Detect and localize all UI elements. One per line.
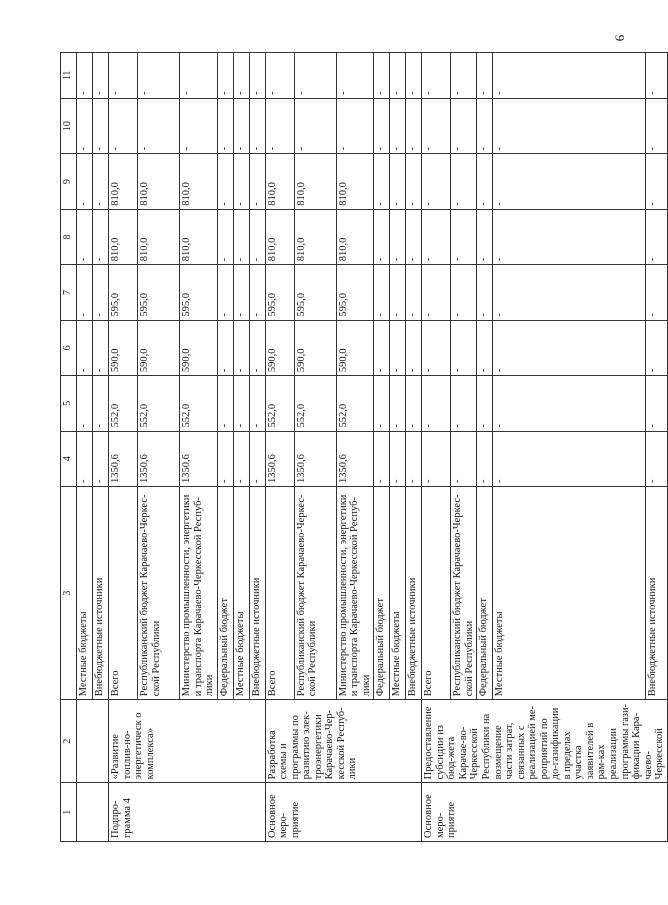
value-cell: 552,0 — [109, 376, 138, 431]
value-cell: - — [422, 431, 451, 486]
value-cell: - — [406, 209, 422, 264]
table-row — [77, 53, 93, 842]
level-cell: Основное меро-приятие — [265, 783, 422, 842]
value-cell: - — [77, 265, 93, 320]
value-cell: - — [477, 53, 493, 99]
value-cell: - — [265, 98, 294, 153]
page-number: 9 — [611, 34, 627, 42]
header-cell: 5 — [61, 376, 77, 431]
source-cell: Местные бюджеты — [390, 486, 406, 699]
value-cell: - — [233, 53, 249, 99]
value-cell: - — [646, 98, 667, 153]
value-cell: - — [93, 154, 109, 209]
source-cell: Внебюджетные источники — [406, 486, 422, 699]
value-cell: - — [374, 376, 390, 431]
value-cell: - — [109, 98, 138, 153]
table-row — [109, 53, 138, 842]
source-cell: Местные бюджеты — [233, 486, 249, 699]
value-cell: - — [451, 265, 477, 320]
value-cell: - — [374, 431, 390, 486]
source-cell: Федеральный бюджет — [374, 486, 390, 699]
value-cell: - — [406, 265, 422, 320]
value-cell: 595,0 — [109, 265, 138, 320]
header-cell: 6 — [61, 320, 77, 375]
value-cell: 810,0 — [336, 209, 374, 264]
value-cell: - — [374, 265, 390, 320]
value-cell: - — [451, 53, 477, 99]
value-cell: - — [493, 320, 646, 375]
value-cell: - — [233, 154, 249, 209]
value-cell: 810,0 — [265, 154, 294, 209]
value-cell: - — [390, 265, 406, 320]
value-cell: 595,0 — [294, 265, 336, 320]
value-cell: - — [646, 431, 667, 486]
value-cell: - — [422, 376, 451, 431]
value-cell: 810,0 — [138, 154, 180, 209]
value-cell: - — [477, 265, 493, 320]
value-cell: - — [249, 209, 265, 264]
value-cell: - — [93, 376, 109, 431]
value-cell: - — [493, 154, 646, 209]
value-cell: - — [294, 98, 336, 153]
value-cell: - — [451, 376, 477, 431]
name-cell — [77, 700, 109, 783]
source-cell: Министерство промышленности, энергетики и транспорта Карачаево-Черкесской Респуб-лики — [336, 486, 374, 699]
value-cell: - — [477, 98, 493, 153]
value-cell: - — [406, 376, 422, 431]
value-cell: 810,0 — [180, 154, 218, 209]
value-cell: - — [180, 98, 218, 153]
value-cell: 552,0 — [265, 376, 294, 431]
value-cell: - — [374, 154, 390, 209]
value-cell: - — [180, 53, 218, 99]
source-cell: Внебюджетные источники — [646, 486, 667, 699]
value-cell: - — [336, 53, 374, 99]
value-cell: - — [451, 209, 477, 264]
value-cell: - — [217, 320, 233, 375]
value-cell: 1350,6 — [109, 431, 138, 486]
value-cell: - — [217, 53, 233, 99]
value-cell: - — [406, 154, 422, 209]
source-cell: Федеральный бюджет — [477, 486, 493, 699]
value-cell: 810,0 — [138, 209, 180, 264]
value-cell: - — [77, 320, 93, 375]
header-cell: 2 — [61, 700, 77, 783]
value-cell: - — [374, 320, 390, 375]
value-cell: - — [93, 53, 109, 99]
value-cell: 552,0 — [138, 376, 180, 431]
source-cell: Всего — [109, 486, 138, 699]
value-cell: 590,0 — [336, 320, 374, 375]
value-cell: - — [477, 209, 493, 264]
value-cell: 1350,6 — [336, 431, 374, 486]
header-cell: 7 — [61, 265, 77, 320]
value-cell: - — [646, 265, 667, 320]
source-cell: Всего — [265, 486, 294, 699]
value-cell: - — [249, 431, 265, 486]
value-cell: - — [233, 209, 249, 264]
value-cell: 810,0 — [180, 209, 218, 264]
value-cell: - — [451, 431, 477, 486]
value-cell: - — [249, 265, 265, 320]
value-cell: 595,0 — [138, 265, 180, 320]
header-cell: 3 — [61, 486, 77, 699]
value-cell: - — [233, 98, 249, 153]
value-cell: - — [390, 209, 406, 264]
source-cell: Министерство промышленности, энергетики и транспорта Карачаево-Черкесской Респуб-лики — [180, 486, 218, 699]
value-cell: - — [249, 53, 265, 99]
value-cell: - — [336, 98, 374, 153]
value-cell: - — [451, 98, 477, 153]
value-cell: - — [217, 98, 233, 153]
value-cell: - — [422, 98, 451, 153]
value-cell: - — [422, 53, 451, 99]
value-cell: - — [249, 320, 265, 375]
value-cell: - — [233, 320, 249, 375]
value-cell: 810,0 — [109, 154, 138, 209]
value-cell: - — [422, 154, 451, 209]
value-cell: - — [93, 265, 109, 320]
value-cell: 810,0 — [294, 154, 336, 209]
table-row — [422, 53, 451, 842]
name-cell: Разработка схемы и программы по развитию элек-троэнергетики Карачаево-Чер-кесской Респуб-лики — [265, 700, 422, 783]
value-cell: - — [406, 53, 422, 99]
value-cell: - — [477, 376, 493, 431]
value-cell: - — [451, 320, 477, 375]
value-cell: - — [390, 320, 406, 375]
value-cell: - — [233, 265, 249, 320]
value-cell: 595,0 — [180, 265, 218, 320]
level-cell: Подпро-грамма 4 — [109, 783, 266, 842]
value-cell: - — [406, 431, 422, 486]
header-cell: 8 — [61, 209, 77, 264]
value-cell: - — [493, 98, 646, 153]
value-cell: - — [422, 265, 451, 320]
value-cell: - — [233, 431, 249, 486]
value-cell: - — [451, 154, 477, 209]
value-cell: - — [77, 53, 93, 99]
value-cell: 595,0 — [336, 265, 374, 320]
table-row — [265, 53, 294, 842]
value-cell: - — [493, 376, 646, 431]
value-cell: - — [138, 53, 180, 99]
value-cell: - — [406, 320, 422, 375]
value-cell: 590,0 — [180, 320, 218, 375]
value-cell: - — [265, 53, 294, 99]
value-cell: 1350,6 — [265, 431, 294, 486]
value-cell: - — [249, 154, 265, 209]
value-cell: - — [294, 53, 336, 99]
rotated-page — [60, 52, 666, 842]
value-cell: - — [493, 431, 646, 486]
value-cell: - — [390, 154, 406, 209]
value-cell: - — [646, 320, 667, 375]
value-cell: - — [477, 320, 493, 375]
value-cell: - — [390, 53, 406, 99]
source-cell: Всего — [422, 486, 451, 699]
value-cell: 595,0 — [265, 265, 294, 320]
value-cell: - — [646, 209, 667, 264]
value-cell: 810,0 — [109, 209, 138, 264]
source-cell: Республиканский бюджет Карачаево-Черкес-ской Республики — [294, 486, 336, 699]
value-cell: 1350,6 — [294, 431, 336, 486]
header-row — [61, 53, 77, 842]
value-cell: 810,0 — [336, 154, 374, 209]
value-cell: 590,0 — [294, 320, 336, 375]
value-cell: - — [422, 209, 451, 264]
value-cell: - — [93, 98, 109, 153]
value-cell: - — [422, 320, 451, 375]
header-cell: 10 — [61, 98, 77, 153]
source-cell: Внебюджетные источники — [93, 486, 109, 699]
source-cell: Местные бюджеты — [493, 486, 646, 699]
value-cell: - — [93, 320, 109, 375]
value-cell: - — [646, 154, 667, 209]
value-cell: - — [77, 98, 93, 153]
source-cell: Внебюджетные источники — [249, 486, 265, 699]
budget-table — [60, 52, 668, 842]
value-cell: 1350,6 — [138, 431, 180, 486]
header-cell: 11 — [61, 53, 77, 99]
value-cell: - — [493, 53, 646, 99]
level-cell — [77, 783, 109, 842]
source-cell: Республиканский бюджет Карачаево-Черкес-ской Республики — [451, 486, 477, 699]
source-cell: Местные бюджеты — [77, 486, 93, 699]
value-cell: - — [477, 431, 493, 486]
source-cell: Федеральный бюджет — [217, 486, 233, 699]
value-cell: 590,0 — [265, 320, 294, 375]
value-cell: - — [406, 98, 422, 153]
value-cell: 1350,6 — [180, 431, 218, 486]
value-cell: - — [646, 376, 667, 431]
value-cell: - — [477, 154, 493, 209]
value-cell: - — [217, 265, 233, 320]
header-cell: 1 — [61, 783, 77, 842]
value-cell: 810,0 — [294, 209, 336, 264]
value-cell: - — [93, 431, 109, 486]
value-cell: - — [77, 431, 93, 486]
value-cell: 590,0 — [138, 320, 180, 375]
value-cell: - — [217, 209, 233, 264]
value-cell: - — [217, 431, 233, 486]
value-cell: - — [374, 98, 390, 153]
value-cell: - — [493, 265, 646, 320]
level-cell: Основное меро-приятие — [422, 783, 667, 842]
header-cell: 4 — [61, 431, 77, 486]
value-cell: - — [138, 98, 180, 153]
value-cell: - — [390, 431, 406, 486]
value-cell: - — [77, 154, 93, 209]
value-cell: - — [93, 209, 109, 264]
value-cell: - — [77, 209, 93, 264]
header-cell: 9 — [61, 154, 77, 209]
value-cell: 552,0 — [336, 376, 374, 431]
value-cell: 590,0 — [109, 320, 138, 375]
source-cell: Республиканский бюджет Карачаево-Черкес-ской Республики — [138, 486, 180, 699]
value-cell: 552,0 — [294, 376, 336, 431]
value-cell: - — [390, 98, 406, 153]
name-cell: «Развитие топлив-но-энергетическ о комплекса» — [109, 700, 266, 783]
value-cell: - — [233, 376, 249, 431]
value-cell: - — [217, 376, 233, 431]
value-cell: - — [109, 53, 138, 99]
value-cell: 810,0 — [265, 209, 294, 264]
name-cell: Предоставление субсидии из бюд-жета Карачае-во-Черкесской Республики на возмещение части затрат, связанных с реализацией ме-роприятий по до-газификации в пределах участка заявителей в рам-ках реализации программы гази-фикации Кара-чаево-Черкесской — [422, 700, 667, 783]
value-cell: - — [646, 53, 667, 99]
value-cell: - — [374, 209, 390, 264]
value-cell: - — [249, 376, 265, 431]
value-cell: - — [493, 209, 646, 264]
value-cell: - — [390, 376, 406, 431]
value-cell: - — [77, 376, 93, 431]
value-cell: - — [374, 53, 390, 99]
value-cell: - — [217, 154, 233, 209]
value-cell: 552,0 — [180, 376, 218, 431]
value-cell: - — [249, 98, 265, 153]
